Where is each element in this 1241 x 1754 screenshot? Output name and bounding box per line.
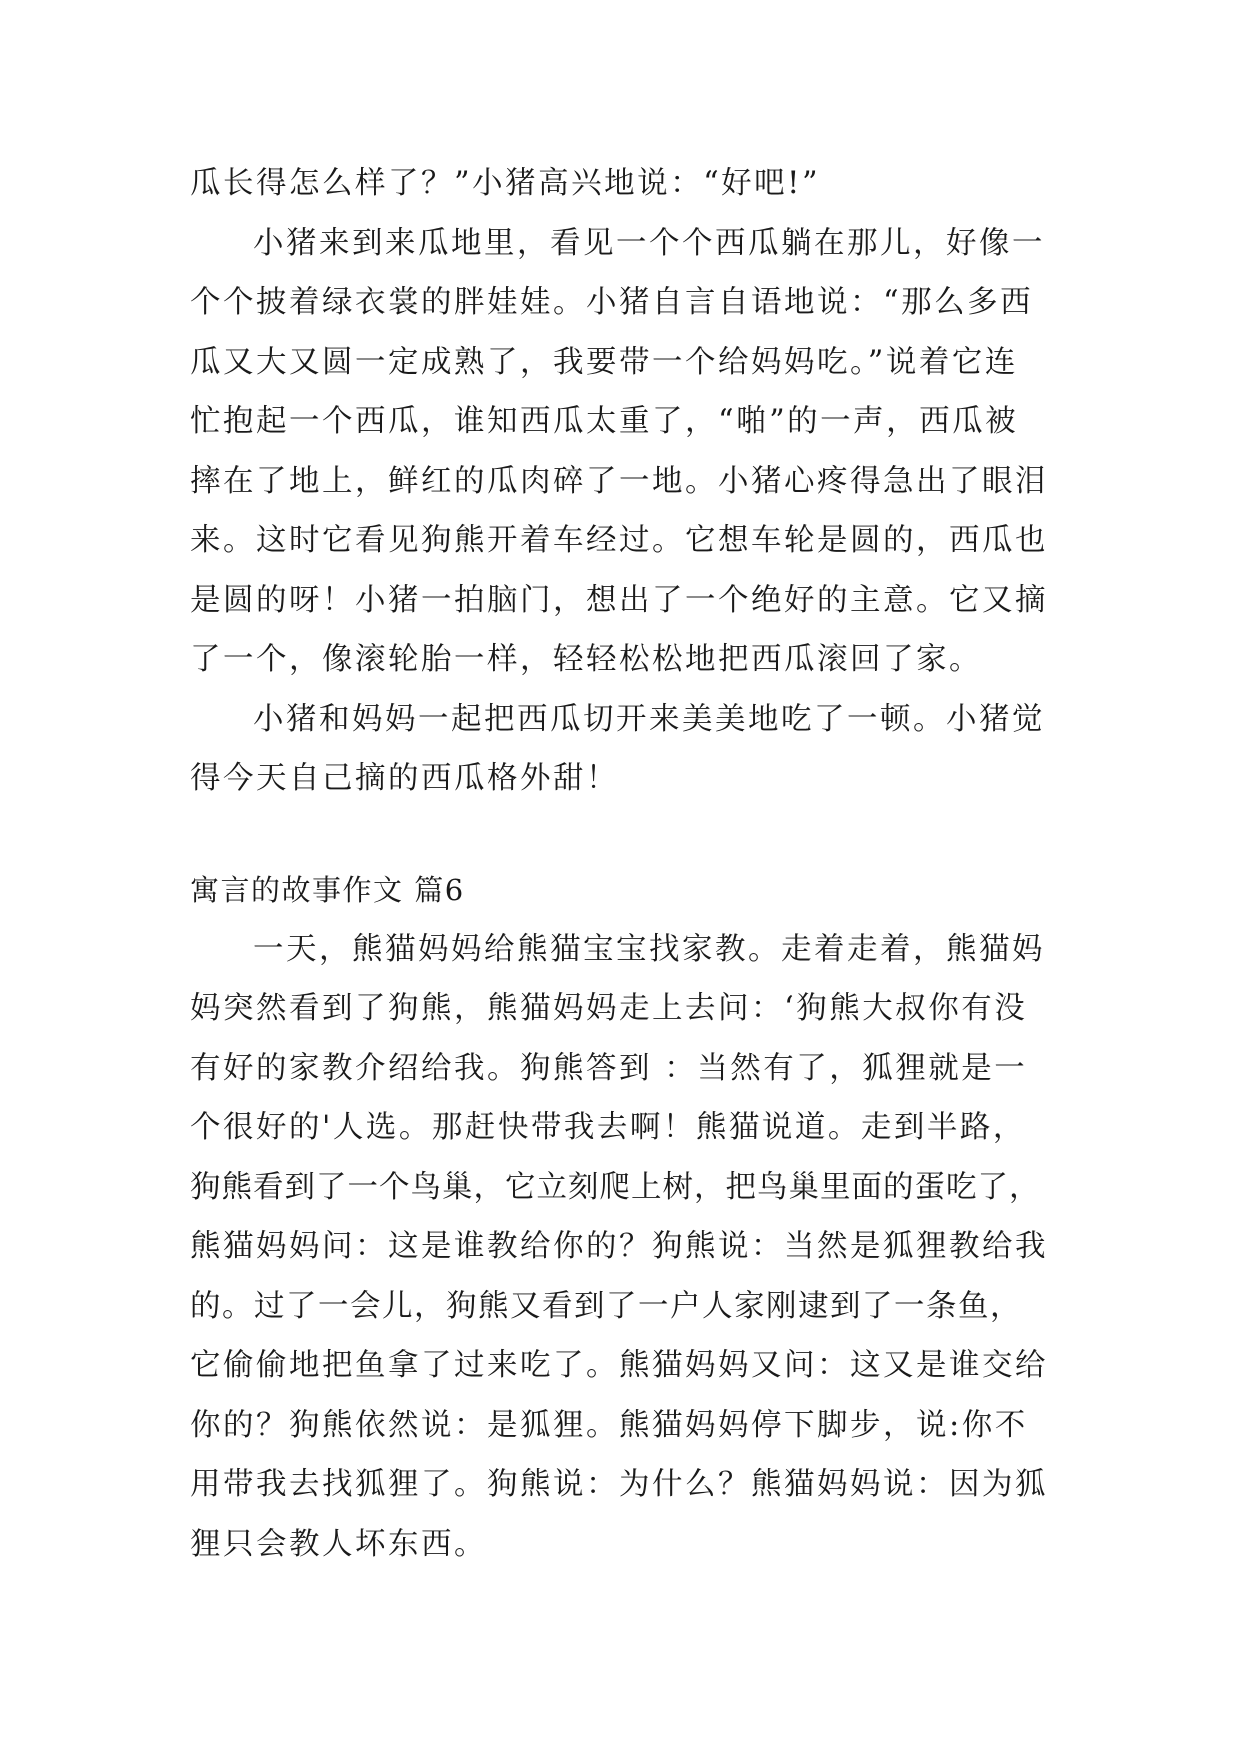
- paragraph-start-line: 一天，熊猫妈妈给熊猫宝宝找家教。走着走着，熊猫妈: [253, 932, 1045, 967]
- text-line: 狸只会教人坏东西。: [190, 1527, 487, 1562]
- text-line: 得今天自己摘的西瓜格外甜！: [190, 761, 619, 796]
- text-line: 你的？狗熊依然说：是狐狸。熊猫妈妈停下脚步，说:你不: [190, 1408, 1028, 1443]
- text-line: 熊猫妈妈问：这是谁教给你的？狗熊说：当然是狐狸教给我: [190, 1229, 1048, 1264]
- section-title: 寓言的故事作文 篇6: [190, 873, 465, 907]
- text-line: 它偷偷地把鱼拿了过来吃了。熊猫妈妈又问：这又是谁交给: [190, 1348, 1048, 1383]
- text-line: 有好的家教介绍给我。狗熊答到 ：当然有了，狐狸就是一: [190, 1051, 1028, 1086]
- text-line: 个很好的'人选。那赶快带我去啊！熊猫说道。走到半路，: [190, 1110, 1026, 1145]
- text-line: 瓜长得怎么样了？”小猪高兴地说：“好吧!”: [190, 166, 821, 201]
- text-line: 是圆的呀！小猪一拍脑门，想出了一个绝好的主意。它又摘: [190, 583, 1048, 618]
- text-line: 的。过了一会儿，狗熊又看到了一户人家刚逮到了一条鱼，: [190, 1289, 1022, 1324]
- text-line: 了一个，像滚轮胎一样，轻轻松松地把西瓜滚回了家。: [190, 642, 982, 677]
- text-line: 摔在了地上，鲜红的瓜肉碎了一地。小猪心疼得急出了眼泪: [190, 464, 1048, 499]
- text-line: 狗熊看到了一个鸟巢，它立刻爬上树，把鸟巢里面的蛋吃了，: [190, 1170, 1041, 1205]
- paragraph-start-line: 小猪来到来瓜地里，看见一个个西瓜躺在那儿，好像一: [253, 226, 1045, 261]
- text-line: 妈突然看到了狗熊，熊猫妈妈走上去问：‘狗熊大叔你有没: [190, 991, 1028, 1026]
- text-line: 瓜又大又圆一定成熟了，我要带一个给妈妈吃。”说着它连: [190, 345, 1018, 380]
- text-line: 忙抱起一个西瓜，谁知西瓜太重了，“啪”的一声，西瓜被: [190, 404, 1019, 439]
- text-line: 个个披着绿衣裳的胖娃娃。小猪自言自语地说：“那么多西: [190, 285, 1034, 320]
- text-line: 用带我去找狐狸了。狗熊说：为什么？熊猫妈妈说：因为狐: [190, 1467, 1048, 1502]
- text-line: 来。这时它看见狗熊开着车经过。它想车轮是圆的，西瓜也: [190, 523, 1048, 558]
- paragraph-start-line: 小猪和妈妈一起把西瓜切开来美美地吃了一顿。小猪觉: [253, 702, 1045, 737]
